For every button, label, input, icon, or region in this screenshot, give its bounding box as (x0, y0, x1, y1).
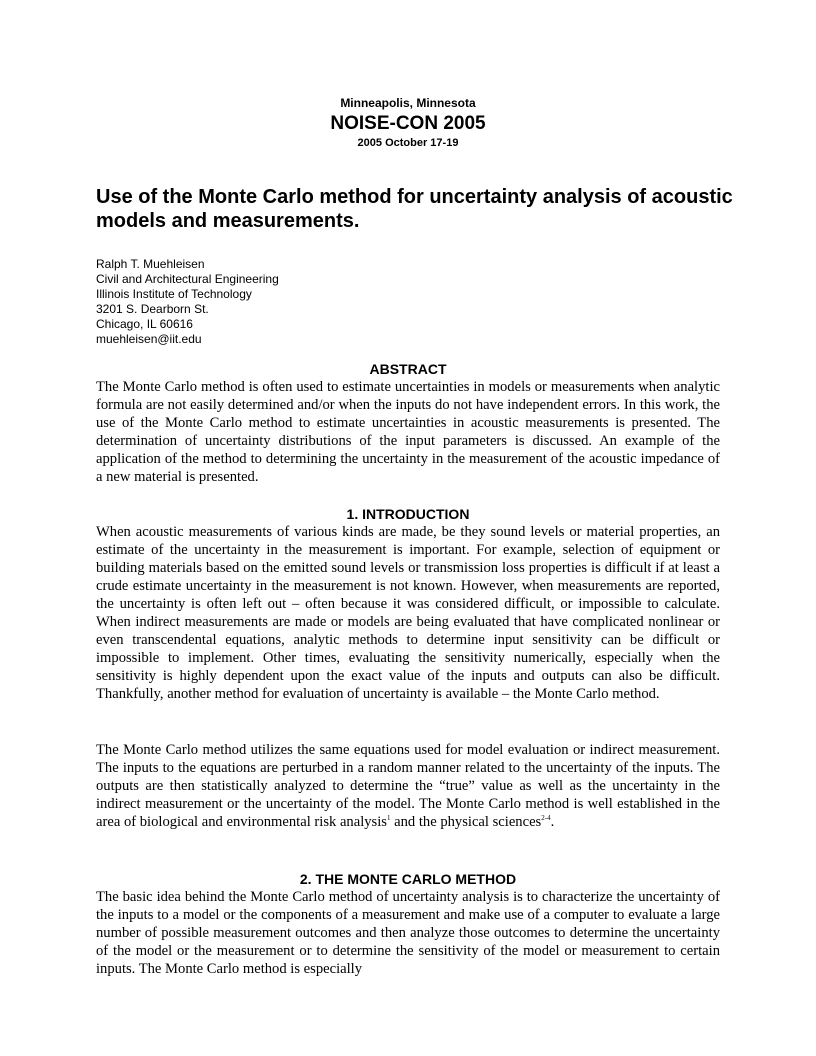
introduction-paragraph-2 (96, 741, 720, 831)
author-street: 3201 S. Dearborn St. (96, 302, 209, 316)
intro-p2-text-mid: and the physical sciences (390, 814, 542, 831)
reference-1: 1 (386, 814, 391, 823)
abstract-heading: ABSTRACT (369, 361, 447, 377)
reference-2-4: 2-4 (541, 814, 551, 823)
conference-dates: 2005 October 17-19 (357, 137, 459, 149)
method-paragraph-1: The basic idea behind the Monte Carlo method of uncertainty analysis is to characterize the uncertainty of the inputs to a model or the components of a measurement and make use of a computer to evaluate a large number of possible measurement outcomes and then analyze those outcomes to determine the uncertainty of the model or the measurement or to determine the sensitivity of the model or measurement to certain inputs. The Monte Carlo method is especially (96, 889, 720, 978)
introduction-heading: 1. INTRODUCTION (346, 506, 470, 522)
author-email: muehleisen@iit.edu (96, 332, 202, 346)
conference-location: Minneapolis, Minnesota (340, 96, 476, 110)
author-city: Chicago, IL 60616 (96, 317, 193, 331)
introduction-paragraph-1: When acoustic measurements of various kinds are made, be they sound levels or material properties, an estimate of the uncertainty in the measurement is important. For example, selection of equipment or building materials based on the emitted sound levels or transmission loss properties is difficult if at least a crude estimate uncertainty in the measurement is not known. However, when measurements are reported, the uncertainty is often left out – often because it was considered difficult, or impossible to calculate. When indirect measurements are made or models are being evaluated that have complicated nonlinear or even transcendental equations, analytic methods to determine input sensitivity can be difficult or impossible to implement. Other times, evaluating the sensitivity numerically, especially when the sensitivity is highly dependent upon the exact value of the inputs and outputs can also be difficult. Thankfully, another method for evaluation of uncertainty is available – the Monte Carlo method. (96, 524, 720, 703)
author-name: Ralph T. Muehleisen (96, 257, 205, 271)
conference-header (0, 96, 816, 150)
author-department: Civil and Architectural Engineering (96, 272, 279, 286)
author-block (96, 257, 496, 347)
author-institution: Illinois Institute of Technology (96, 287, 252, 301)
intro-p2-text-end: . (550, 814, 555, 831)
intro-p2-text: The Monte Carlo method utilizes the same equations used for model evaluation or indirect measurement. The inputs to the equations are perturbed in a random manner related to the uncertainty of the inputs. The outputs are then statistically analyzed to determine the “true” value as well as the uncertainty in the indirect measurement or the uncertainty of the model. The Monte Carlo method is well established in the area of biological and environmental risk analysis (96, 742, 720, 831)
abstract-text: The Monte Carlo method is often used to estimate uncertainties in models or measurements when analytic formula are not easily determined and/or when the inputs do not have independent errors. In this work, the use of the Monte Carlo method to estimate uncertainties in acoustic measurements is presented. The determination of uncertainty distributions of the input parameters is discussed. An example of the application of the method to determining the uncertainty in the measurement of the acoustic impedance of a new material is presented. (96, 379, 720, 486)
paper-title: Use of the Monte Carlo method for uncertainty analysis of acoustic models and measurements. (96, 186, 733, 232)
conference-name: NOISE-CON 2005 (330, 113, 486, 134)
method-heading: 2. THE MONTE CARLO METHOD (299, 871, 517, 887)
